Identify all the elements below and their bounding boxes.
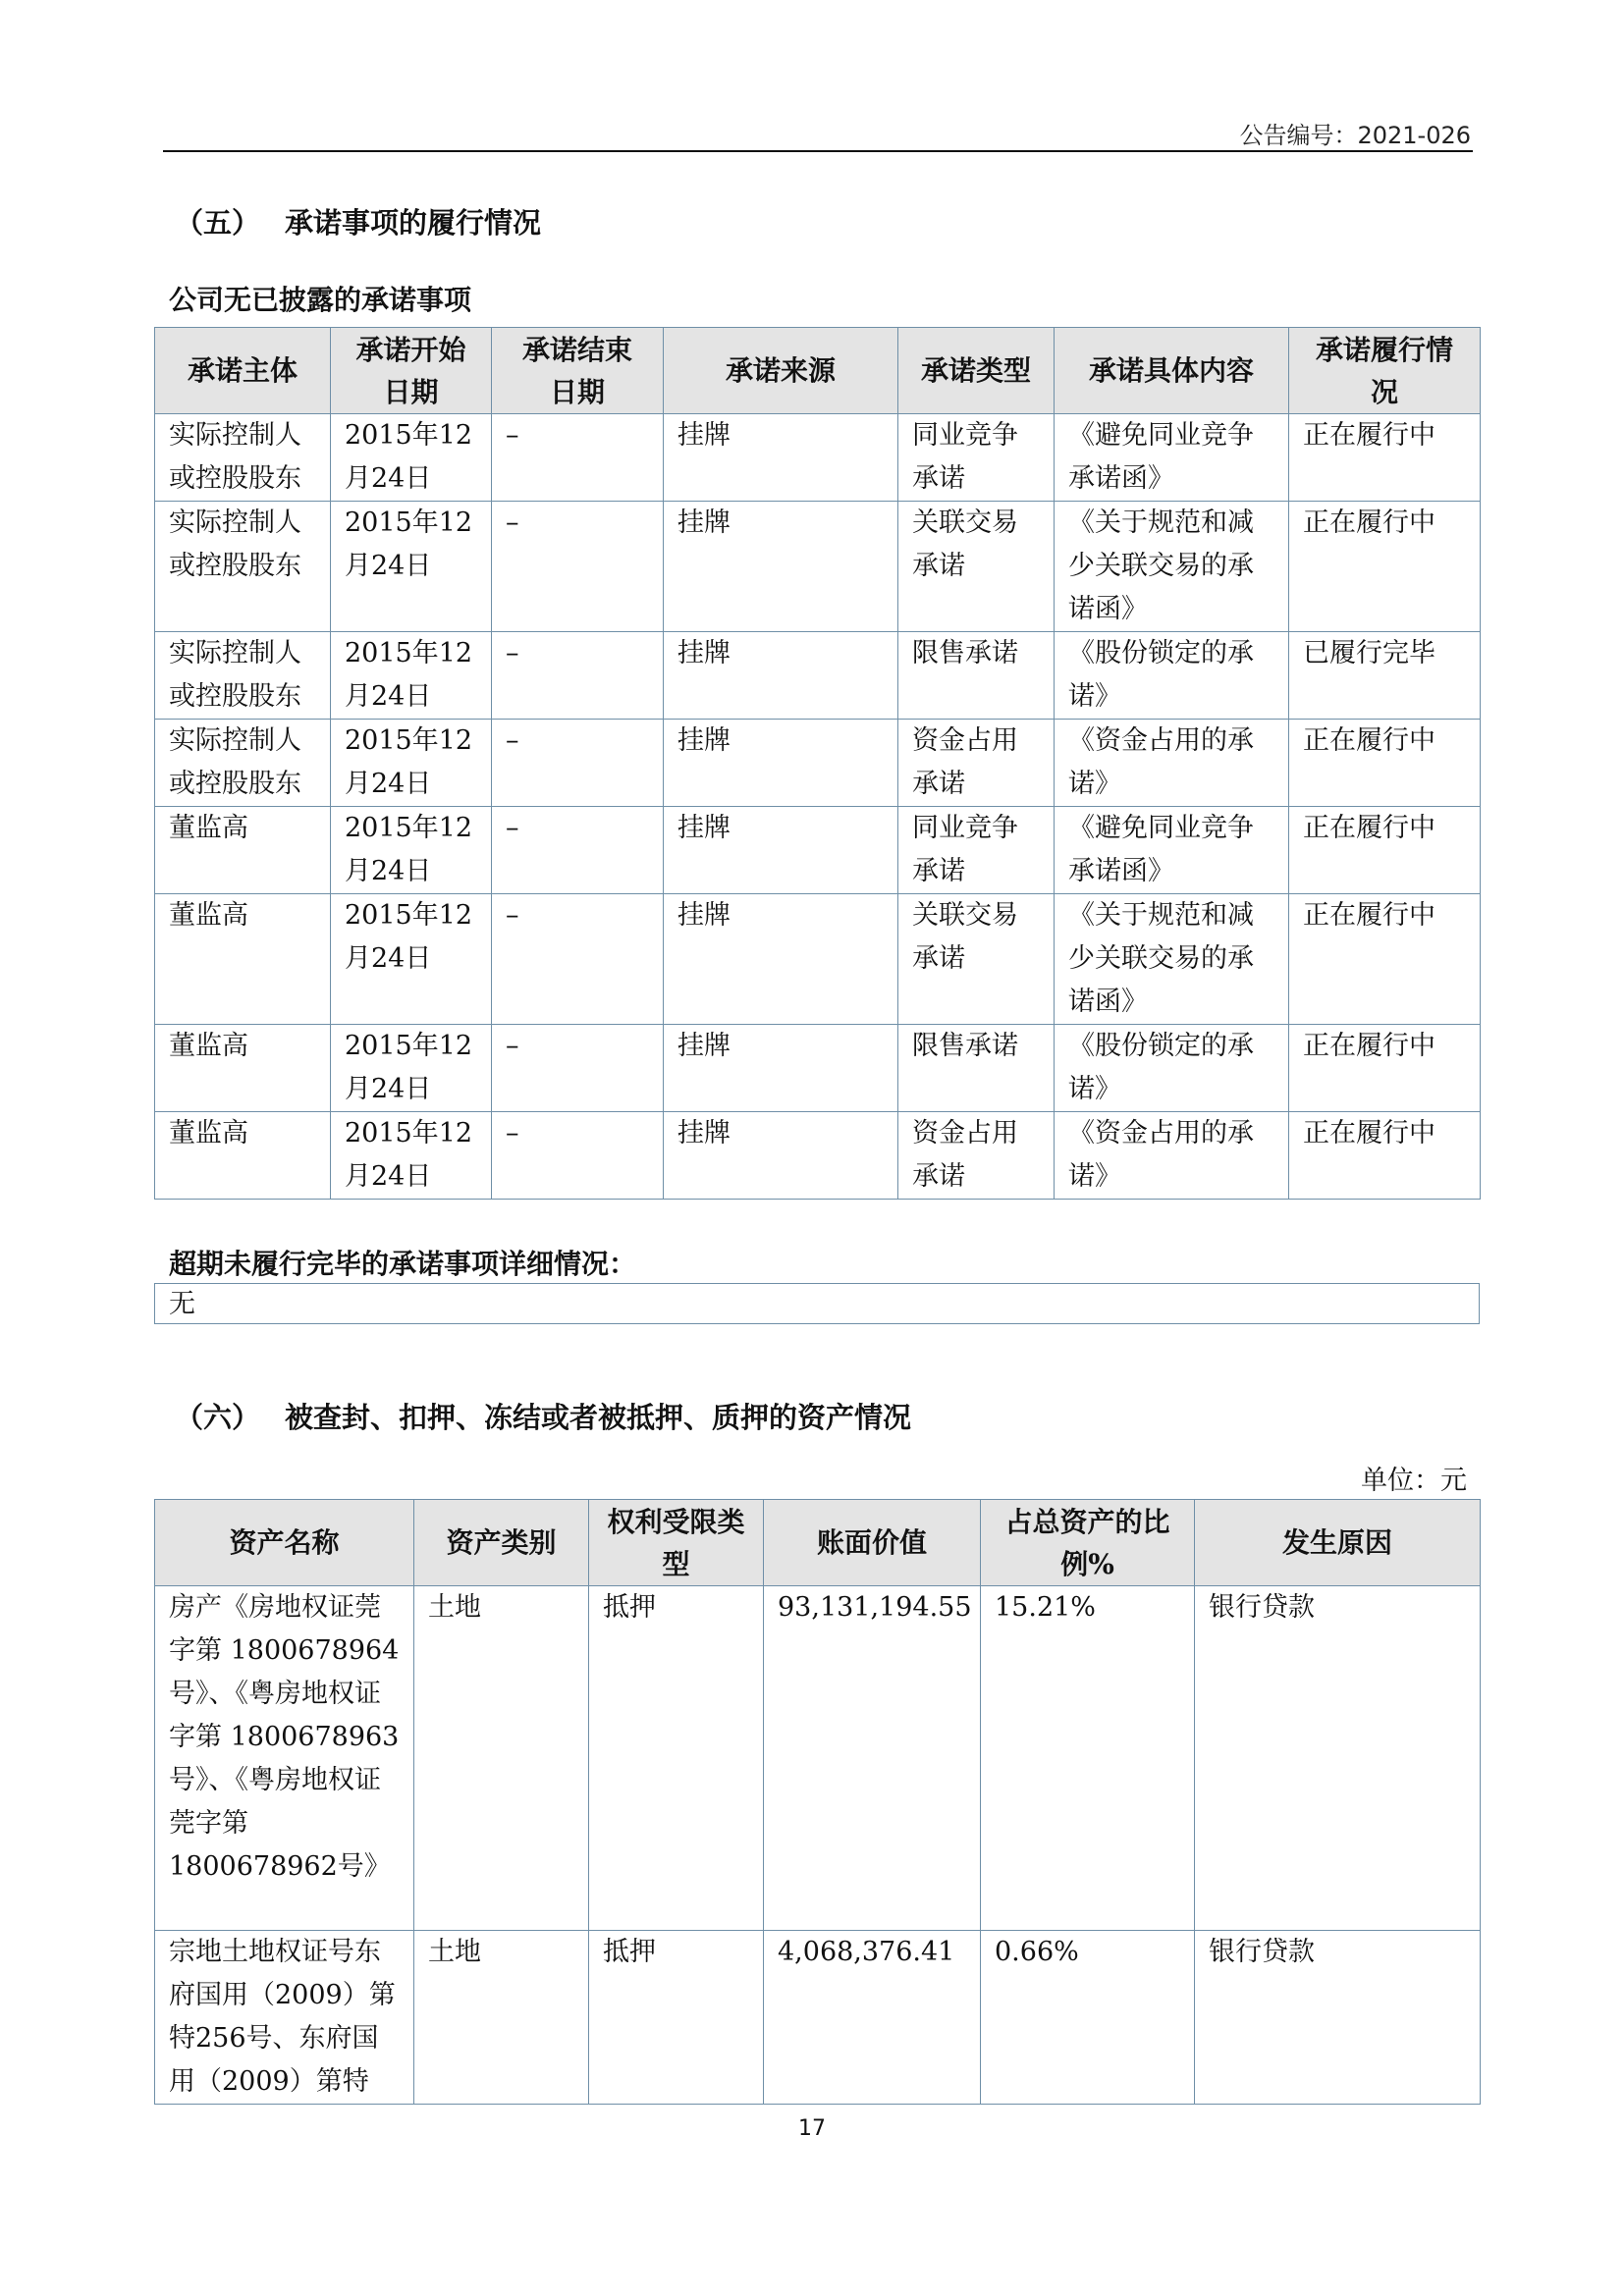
- cell-subject: 董监高: [155, 807, 331, 894]
- cell-type: 资金占用承诺: [898, 720, 1055, 807]
- cell-source: 挂牌: [664, 807, 898, 894]
- cell-source: 挂牌: [664, 414, 898, 502]
- header-rule: [163, 150, 1473, 152]
- cell-start-date: 2015年12月24日: [331, 414, 492, 502]
- cell-source: 挂牌: [664, 1112, 898, 1200]
- commitments-table: [154, 327, 1481, 1200]
- section-5-subtitle: 公司无已披露的承诺事项: [169, 284, 472, 316]
- overdue-commitments-title: 超期未履行完毕的承诺事项详细情况：: [169, 1248, 637, 1280]
- cell-content: 《资金占用的承诺》: [1055, 1112, 1289, 1200]
- col-header: 承诺具体内容: [1055, 328, 1289, 414]
- cell-asset-category: 土地: [414, 1586, 589, 1931]
- cell-end-date: –: [492, 1025, 664, 1112]
- cell-end-date: –: [492, 414, 664, 502]
- cell-start-date: 2015年12月24日: [331, 807, 492, 894]
- cell-type: 同业竞争承诺: [898, 414, 1055, 502]
- table-row: [155, 1112, 1481, 1200]
- cell-subject: 董监高: [155, 1112, 331, 1200]
- cell-content: 《股份锁定的承诺》: [1055, 1025, 1289, 1112]
- col-header: 承诺结束日期: [492, 328, 664, 414]
- cell-content: 《股份锁定的承诺》: [1055, 632, 1289, 720]
- cell-reason: 银行贷款: [1195, 1931, 1481, 2105]
- table-row: [155, 1025, 1481, 1112]
- col-header: 承诺类型: [898, 328, 1055, 414]
- cell-content: 《资金占用的承诺》: [1055, 720, 1289, 807]
- cell-book-value: 4,068,376.41: [764, 1931, 981, 2105]
- cell-end-date: –: [492, 1112, 664, 1200]
- col-header: 发生原因: [1195, 1500, 1481, 1586]
- cell-subject: 实际控制人或控股股东: [155, 414, 331, 502]
- cell-content: 《关于规范和减少关联交易的承诺函》: [1055, 894, 1289, 1025]
- cell-end-date: –: [492, 632, 664, 720]
- cell-subject: 董监高: [155, 1025, 331, 1112]
- cell-source: 挂牌: [664, 894, 898, 1025]
- cell-type: 同业竞争承诺: [898, 807, 1055, 894]
- cell-type: 资金占用承诺: [898, 1112, 1055, 1200]
- cell-status: 已履行完毕: [1289, 632, 1481, 720]
- cell-type: 限售承诺: [898, 1025, 1055, 1112]
- table-row: [155, 632, 1481, 720]
- cell-start-date: 2015年12月24日: [331, 632, 492, 720]
- cell-end-date: –: [492, 720, 664, 807]
- cell-type: 关联交易承诺: [898, 894, 1055, 1025]
- section-5-title: 承诺事项的履行情况: [285, 206, 542, 240]
- col-header: 承诺来源: [664, 328, 898, 414]
- cell-content: 《避免同业竞争承诺函》: [1055, 807, 1289, 894]
- commitments-header-row: [155, 328, 1481, 414]
- cell-end-date: –: [492, 502, 664, 632]
- overdue-commitments-value: 无: [154, 1283, 1480, 1324]
- page-number: 17: [798, 2116, 826, 2141]
- cell-type: 限售承诺: [898, 632, 1055, 720]
- cell-start-date: 2015年12月24日: [331, 894, 492, 1025]
- cell-subject: 董监高: [155, 894, 331, 1025]
- table-row: [155, 1586, 1481, 1931]
- cell-asset-ratio: 15.21%: [981, 1586, 1195, 1931]
- cell-status: 正在履行中: [1289, 1025, 1481, 1112]
- cell-status: 正在履行中: [1289, 720, 1481, 807]
- cell-asset-category: 土地: [414, 1931, 589, 2105]
- table-row: [155, 720, 1481, 807]
- cell-subject: 实际控制人或控股股东: [155, 502, 331, 632]
- cell-subject: 实际控制人或控股股东: [155, 632, 331, 720]
- table-row: [155, 1931, 1481, 2105]
- cell-content: 《避免同业竞争承诺函》: [1055, 414, 1289, 502]
- cell-status: 正在履行中: [1289, 894, 1481, 1025]
- assets-header-row: [155, 1500, 1481, 1586]
- table-row: [155, 502, 1481, 632]
- section-5-number: （五）: [175, 206, 261, 240]
- restricted-assets-table: [154, 1499, 1481, 2105]
- section-6-number: （六）: [175, 1401, 261, 1434]
- col-header: 承诺主体: [155, 328, 331, 414]
- cell-status: 正在履行中: [1289, 502, 1481, 632]
- col-header: 占总资产的比例%: [981, 1500, 1195, 1586]
- cell-asset-name: 房产《房地权证莞字第 1800678964号》、《粤房地权证字第 1800678963号》、《粤房地权证莞字第 1800678962号》: [155, 1586, 414, 1931]
- cell-book-value: 93,131,194.55: [764, 1586, 981, 1931]
- cell-end-date: –: [492, 807, 664, 894]
- col-header: 资产类别: [414, 1500, 589, 1586]
- cell-start-date: 2015年12月24日: [331, 720, 492, 807]
- cell-source: 挂牌: [664, 1025, 898, 1112]
- cell-status: 正在履行中: [1289, 414, 1481, 502]
- cell-type: 关联交易承诺: [898, 502, 1055, 632]
- cell-status: 正在履行中: [1289, 1112, 1481, 1200]
- col-header: 承诺履行情况: [1289, 328, 1481, 414]
- col-header: 账面价值: [764, 1500, 981, 1586]
- cell-restriction-type: 抵押: [589, 1586, 764, 1931]
- table-row: [155, 807, 1481, 894]
- cell-asset-name: 宗地土地权证号东府国用（2009）第特256号、东府国用（2009）第特: [155, 1931, 414, 2105]
- col-header: 资产名称: [155, 1500, 414, 1586]
- cell-start-date: 2015年12月24日: [331, 1112, 492, 1200]
- cell-asset-ratio: 0.66%: [981, 1931, 1195, 2105]
- section-6-title: 被查封、扣押、冻结或者被抵押、质押的资产情况: [285, 1401, 912, 1434]
- cell-start-date: 2015年12月24日: [331, 502, 492, 632]
- announcement-number: 公告编号：2021-026: [1239, 122, 1471, 149]
- cell-subject: 实际控制人或控股股东: [155, 720, 331, 807]
- col-header: 权利受限类型: [589, 1500, 764, 1586]
- unit-label: 单位：元: [1361, 1466, 1467, 1496]
- cell-source: 挂牌: [664, 720, 898, 807]
- section-5-heading: [175, 201, 541, 241]
- section-6-heading: [175, 1396, 911, 1436]
- table-row: [155, 894, 1481, 1025]
- table-row: [155, 414, 1481, 502]
- cell-end-date: –: [492, 894, 664, 1025]
- cell-start-date: 2015年12月24日: [331, 1025, 492, 1112]
- cell-status: 正在履行中: [1289, 807, 1481, 894]
- cell-restriction-type: 抵押: [589, 1931, 764, 2105]
- cell-reason: 银行贷款: [1195, 1586, 1481, 1931]
- cell-source: 挂牌: [664, 632, 898, 720]
- col-header: 承诺开始日期: [331, 328, 492, 414]
- cell-source: 挂牌: [664, 502, 898, 632]
- cell-content: 《关于规范和减少关联交易的承诺函》: [1055, 502, 1289, 632]
